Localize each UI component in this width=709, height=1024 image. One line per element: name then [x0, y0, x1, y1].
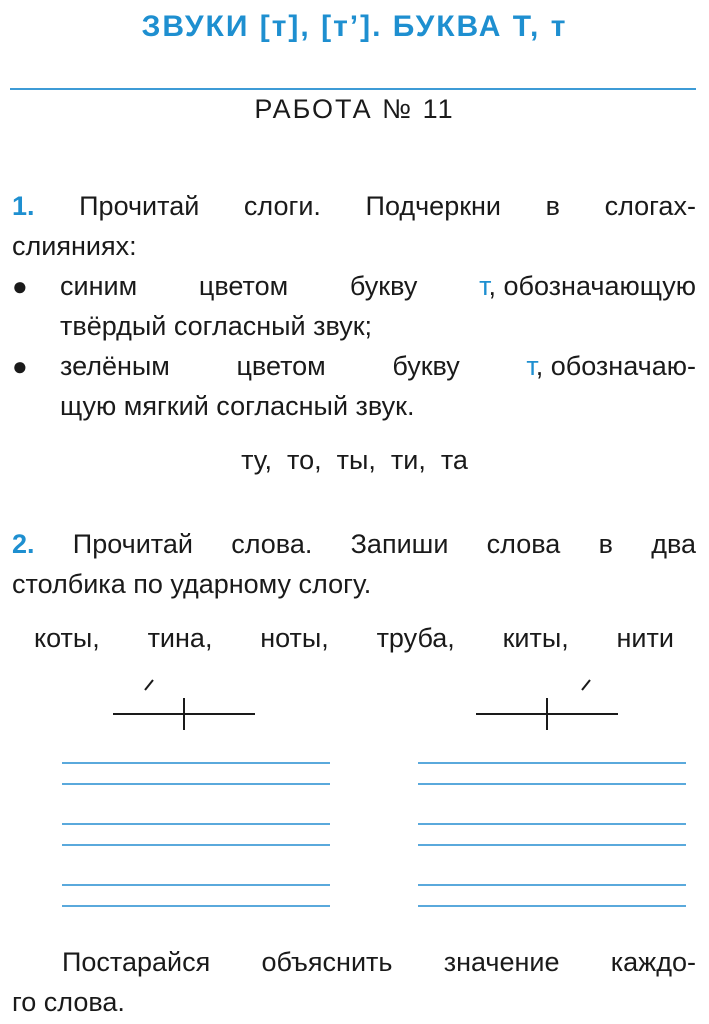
- task2-word: Прочитай: [72, 529, 193, 559]
- letter-t: т: [479, 271, 489, 301]
- word-item: киты,: [502, 623, 569, 653]
- writing-line[interactable]: [62, 844, 330, 846]
- bullet1-word: букву: [349, 271, 418, 301]
- word-item: тина,: [147, 623, 213, 653]
- bullet2-tail: , обозначаю-: [535, 351, 696, 381]
- word-item: труба,: [376, 623, 455, 653]
- task1-line1: [12, 186, 696, 226]
- word-item: нити: [616, 623, 674, 653]
- bullet-2: ●: [12, 351, 28, 381]
- writing-line[interactable]: [418, 844, 686, 846]
- stress-scheme-second: [468, 676, 628, 736]
- task2-line2: столбика по ударному слогу.: [12, 569, 372, 599]
- task1-word: в: [545, 191, 560, 221]
- task2-word: Запиши: [350, 529, 449, 559]
- writing-line[interactable]: [62, 783, 330, 785]
- letter-t: т: [526, 351, 536, 381]
- task1-word: слогах-: [604, 191, 696, 221]
- bullet1-line1: [60, 266, 696, 306]
- bullet2-line1: [60, 346, 696, 386]
- bullet2-word: цветом: [236, 351, 326, 381]
- word-list: [34, 618, 674, 658]
- work-number: РАБОТА № 11: [254, 94, 455, 124]
- bullet1-tail: , обозначающую: [488, 271, 696, 301]
- task1-word: Подчеркни: [365, 191, 502, 221]
- bullet2-word: букву: [392, 351, 460, 381]
- bullet2-word: зелёным: [60, 351, 170, 381]
- writing-line[interactable]: [418, 762, 686, 764]
- task1-line2: слияниях:: [12, 231, 137, 261]
- syllables: ту, то, ты, ти, та: [241, 445, 468, 475]
- writing-line[interactable]: [62, 762, 330, 764]
- page-title: ЗВУКИ [т], [т’]. БУКВА Т, т: [141, 10, 568, 43]
- task2-word: слова: [486, 529, 561, 559]
- bullet2-line2: щую мягкий согласный звук.: [60, 391, 415, 421]
- task2-word: два: [651, 529, 696, 559]
- bullet-1: ●: [12, 271, 28, 301]
- bullet1-word: синим: [60, 271, 138, 301]
- writing-line[interactable]: [62, 884, 330, 886]
- word-item: ноты,: [260, 623, 329, 653]
- footer-word: объяснить: [261, 947, 393, 977]
- footer-word: Постарайся: [62, 947, 211, 977]
- stress-scheme-first: [105, 676, 265, 736]
- task2-number: 2.: [12, 529, 35, 559]
- writing-line[interactable]: [62, 905, 330, 907]
- title-divider: [10, 88, 696, 90]
- footer-line1: [62, 942, 696, 982]
- writing-line[interactable]: [418, 823, 686, 825]
- task1-word: Прочитай: [79, 191, 200, 221]
- task2-line1: [12, 524, 696, 564]
- writing-line[interactable]: [418, 905, 686, 907]
- footer-line2: го слова.: [12, 987, 125, 1017]
- bullet1-word: цветом: [198, 271, 289, 301]
- writing-line[interactable]: [418, 884, 686, 886]
- task2-word: в: [598, 529, 613, 559]
- footer-word: значение: [443, 947, 560, 977]
- writing-line[interactable]: [62, 823, 330, 825]
- writing-line[interactable]: [418, 783, 686, 785]
- task2-word: слова.: [231, 529, 313, 559]
- task1-word: слоги.: [243, 191, 321, 221]
- footer-word: каждо-: [610, 947, 696, 977]
- task1-number: 1.: [12, 191, 35, 221]
- word-item: коты,: [34, 623, 100, 653]
- bullet1-line2: твёрдый согласный звук;: [60, 311, 373, 341]
